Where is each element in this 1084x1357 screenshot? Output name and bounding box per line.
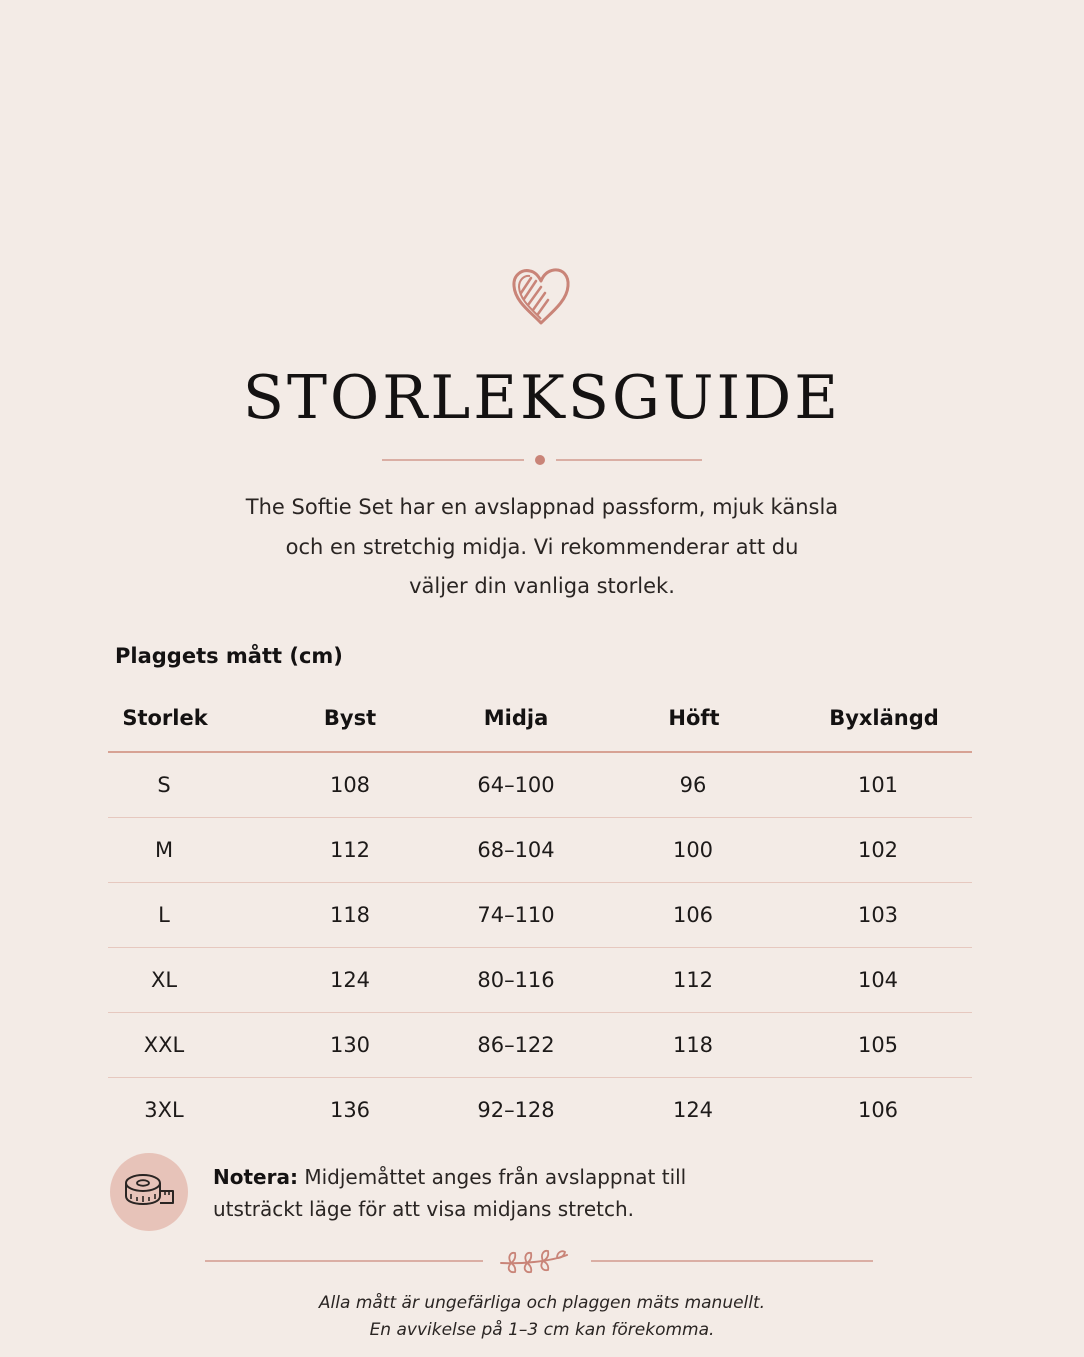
cell-length: 104 <box>857 968 899 992</box>
cell-size: L <box>158 903 170 927</box>
measuring-tape-icon <box>123 1171 177 1213</box>
cell-waist: 74–110 <box>477 903 555 927</box>
column-header-byst: Byst <box>323 706 377 730</box>
cell-length: 101 <box>857 773 899 797</box>
leaf-sprig-icon <box>501 1251 567 1272</box>
table-row <box>108 1013 972 1078</box>
table-row <box>108 818 972 883</box>
column-header-hoft: Höft <box>668 706 720 730</box>
table-header-row <box>108 690 972 753</box>
cell-length: 103 <box>857 903 899 927</box>
disclaimer-line: Alla mått är ungefärliga och plaggen mäts manuellt. <box>318 1293 766 1313</box>
column-header-storlek: Storlek <box>122 706 208 730</box>
cell-hip: 112 <box>672 968 714 992</box>
cell-size: S <box>157 773 171 797</box>
cell-bust: 112 <box>329 838 371 862</box>
cell-hip: 100 <box>672 838 714 862</box>
heart-icon <box>509 266 573 328</box>
cell-waist: 86–122 <box>477 1033 555 1057</box>
cell-bust: 130 <box>329 1033 371 1057</box>
intro-text <box>200 488 884 607</box>
table-caption: Plaggets mått (cm) <box>115 644 343 668</box>
note-line <box>213 1161 773 1193</box>
table-row <box>108 948 972 1013</box>
cell-bust: 118 <box>329 903 371 927</box>
cell-size: XXL <box>143 1033 185 1057</box>
column-header-byxlangd: Byxlängd <box>829 706 939 730</box>
note-text <box>213 1161 773 1225</box>
cell-hip: 106 <box>672 903 714 927</box>
size-table <box>108 690 972 1142</box>
footer-divider <box>205 1245 873 1277</box>
cell-length: 106 <box>857 1098 899 1122</box>
cell-waist: 64–100 <box>477 773 555 797</box>
cell-hip: 96 <box>679 773 707 797</box>
note-badge <box>110 1153 188 1231</box>
cell-waist: 68–104 <box>477 838 555 862</box>
cell-size: XL <box>150 968 178 992</box>
cell-size: M <box>154 838 174 862</box>
cell-length: 105 <box>857 1033 899 1057</box>
cell-length: 102 <box>857 838 899 862</box>
page-title: STORLEKSGUIDE <box>242 363 842 433</box>
intro-line: väljer din vanliga storlek. <box>409 574 675 598</box>
note-line: utsträckt läge för att visa midjans stretch. <box>213 1197 635 1221</box>
cell-size: 3XL <box>144 1098 184 1122</box>
cell-bust: 136 <box>329 1098 371 1122</box>
table-row <box>108 883 972 948</box>
table-row <box>108 753 972 818</box>
disclaimer <box>0 1290 1084 1344</box>
title-divider <box>380 452 704 468</box>
cell-hip: 118 <box>672 1033 714 1057</box>
note-label: Notera: <box>213 1165 298 1189</box>
column-header-midja: Midja <box>483 706 549 730</box>
cell-bust: 108 <box>329 773 371 797</box>
cell-bust: 124 <box>329 968 371 992</box>
disclaimer-line: En avvikelse på 1–3 cm kan förekomma. <box>369 1320 715 1340</box>
note-body: Midjemåttet anges från avslappnat till <box>304 1165 687 1189</box>
cell-hip: 124 <box>672 1098 714 1122</box>
intro-line: och en stretchig midja. Vi rekommenderar att du <box>285 534 799 559</box>
cell-waist: 92–128 <box>477 1098 555 1122</box>
table-row <box>108 1078 972 1142</box>
intro-line: The Softie Set har en avslappnad passform, mjuk känsla <box>245 495 839 519</box>
cell-waist: 80–116 <box>477 968 555 992</box>
